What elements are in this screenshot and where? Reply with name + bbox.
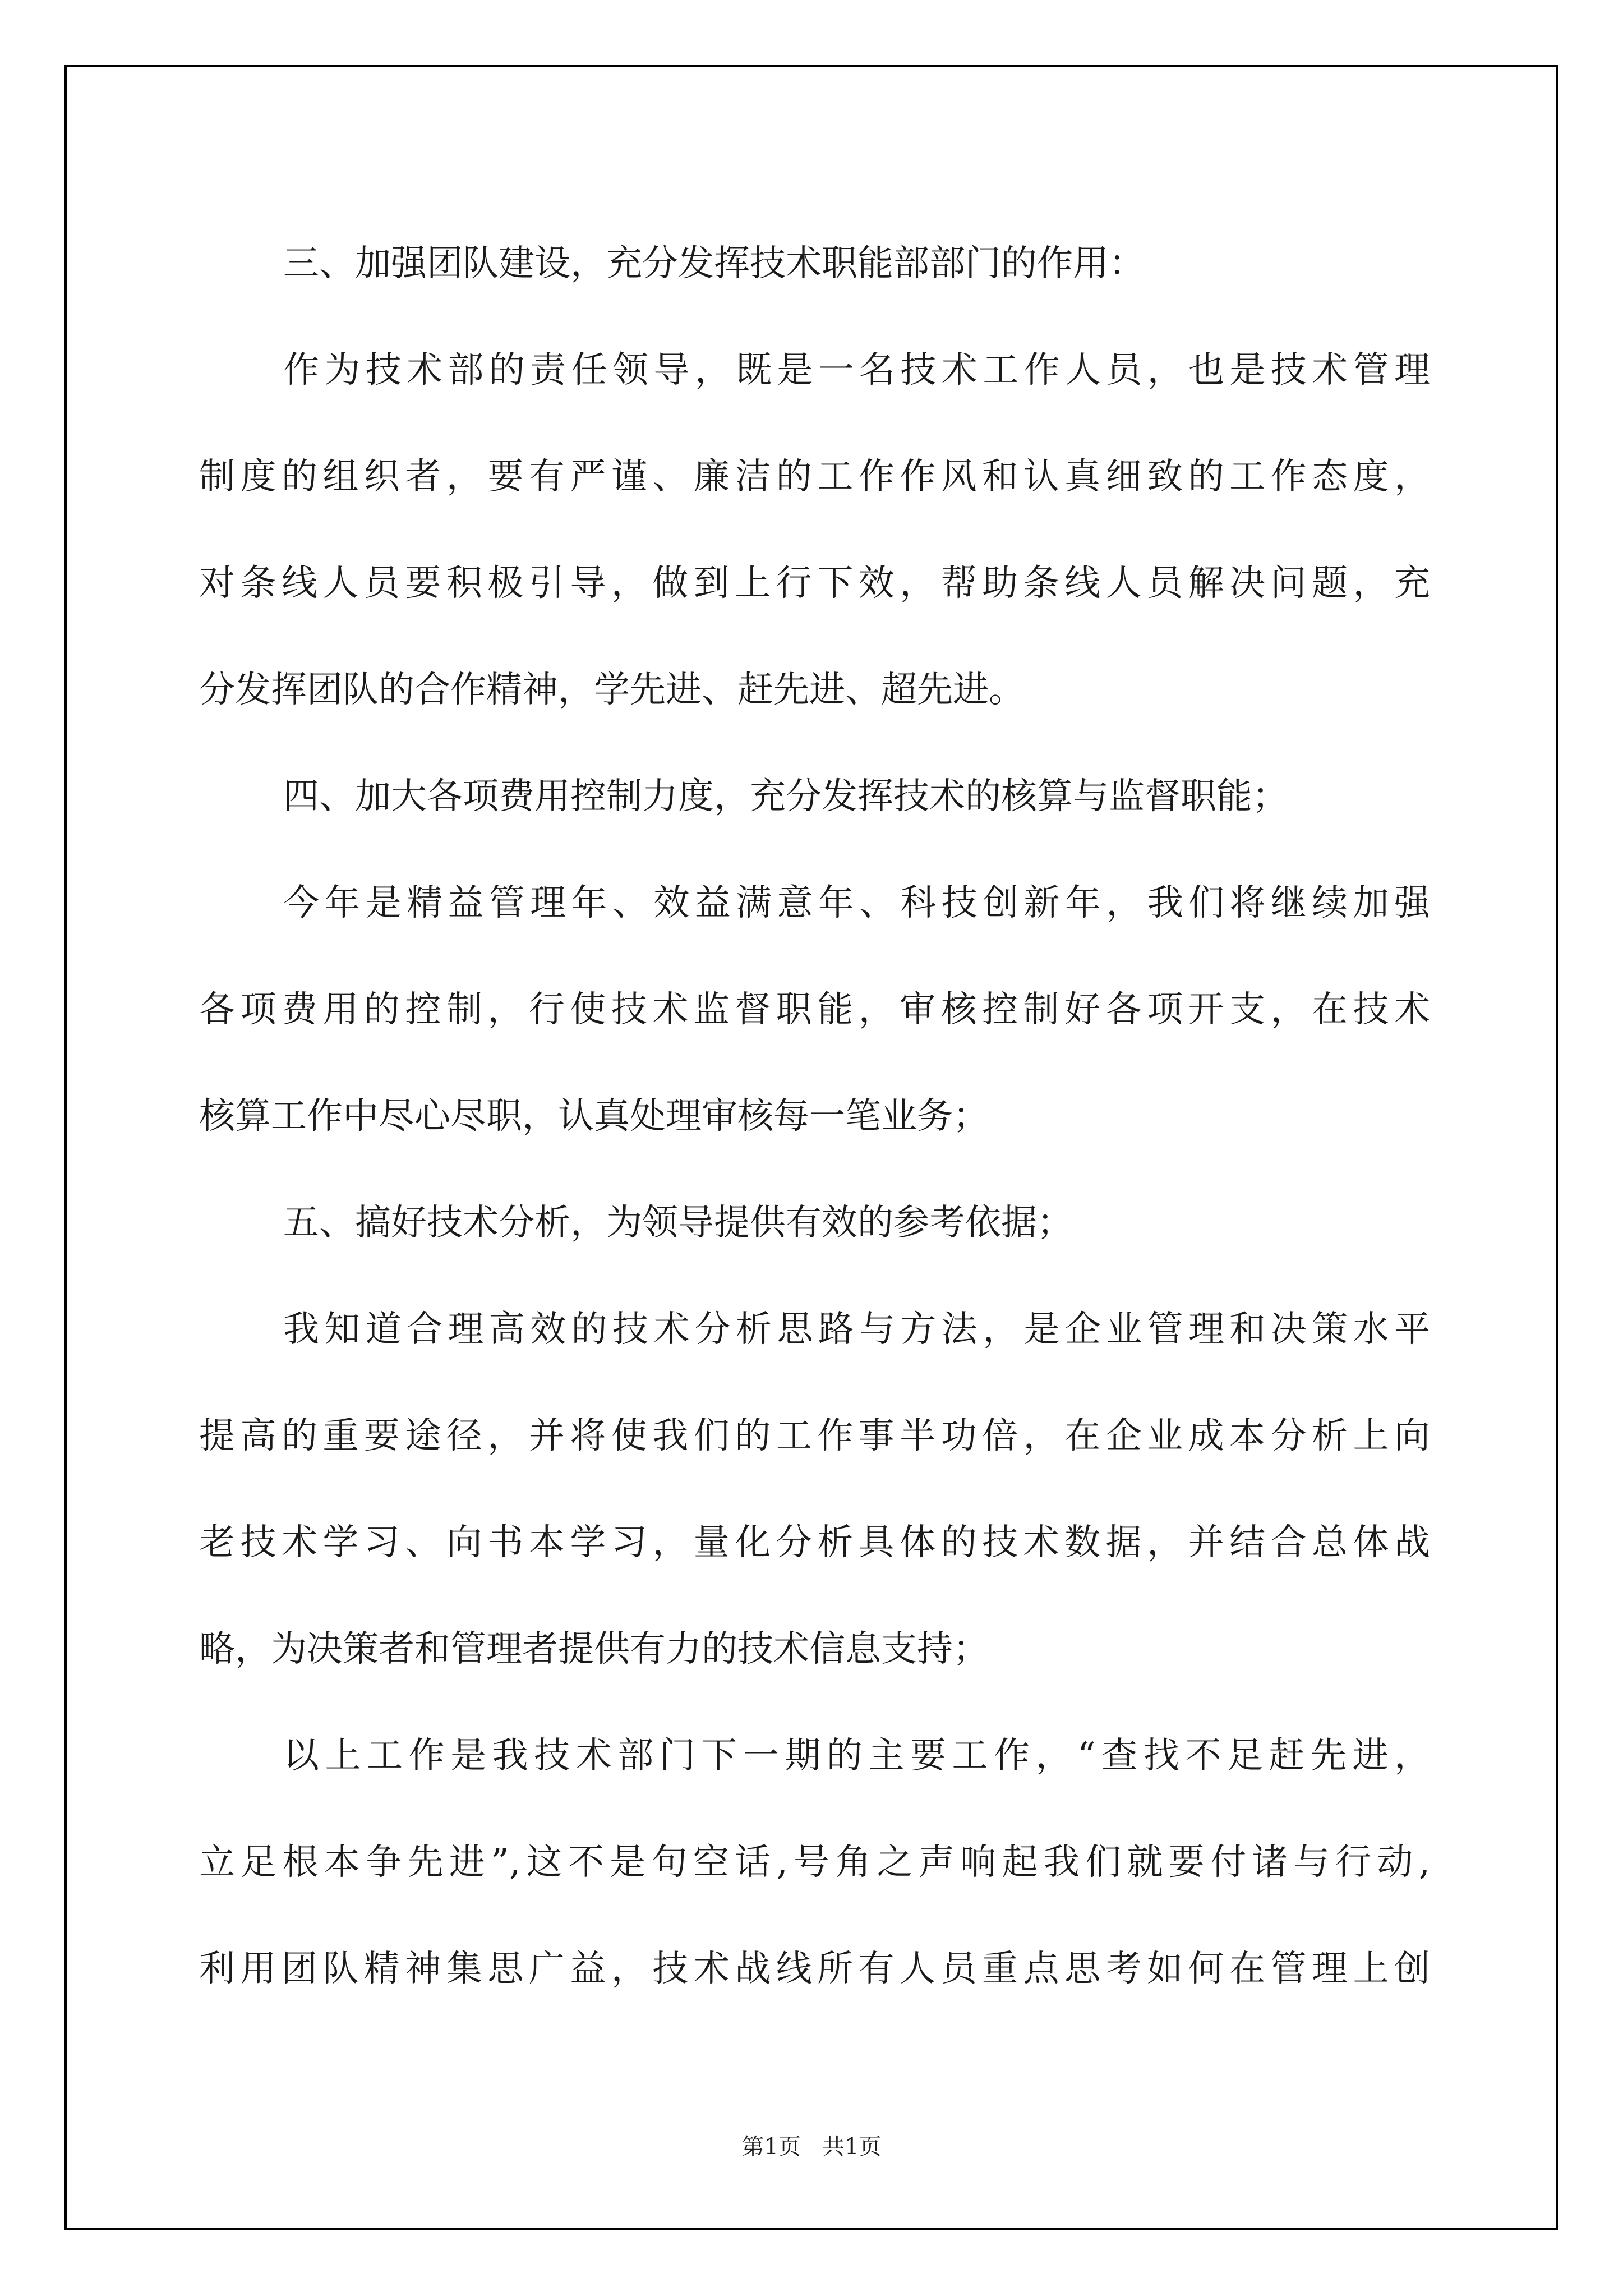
text-line: 对条线人员要积极引导，做到上行下效，帮助条线人员解决问题，充 [199,563,1430,604]
text-line: 今年是精益管理年、效益满意年、科技创新年，我们将继续加强 [283,882,1430,924]
text-line: 五、搞好技术分析，为领导提供有效的参考依据； [283,1202,1073,1244]
text-line: 立足根本争先进”,这不是句空话,号角之声响起我们就要付诸与行动, [199,1842,1430,1883]
text-line: 我知道合理高效的技术分析思路与方法，是企业管理和决策水平 [283,1309,1430,1350]
page-footer: 第1页 共1页 [741,2134,882,2160]
text-line: 各项费用的控制，行使技术监督职能，审核控制好各项开支，在技术 [199,989,1430,1030]
text-line: 略，为决策者和管理者提供有力的技术信息支持； [199,1628,989,1670]
text-line: 利用团队精神集思广益，技术战线所有人员重点思考如何在管理上创 [199,1948,1430,1990]
text-line: 分发挥团队的合作精神，学先进、赶先进、超先进。 [199,669,1025,711]
text-line: 作为技术部的责任领导，既是一名技术工作人员，也是技术管理 [283,349,1430,391]
text-line: 核算工作中尽心尽职，认真处理审核每一笔业务； [199,1096,989,1137]
document-body [199,210,1430,2022]
text-line: 提高的重要途径，并将使我们的工作事半功倍，在企业成本分析上向 [199,1415,1430,1457]
text-line: 制度的组织者，要有严谨、廉洁的工作作风和认真细致的工作态度， [199,456,1430,498]
text-line: 老技术学习、向书本学习，量化分析具体的技术数据，并结合总体战 [199,1522,1430,1563]
text-line: 以上工作是我技术部门下一期的主要工作，“查找不足赶先进， [283,1735,1430,1777]
text-line: 四、加大各项费用控制力度，充分发挥技术的核算与监督职能； [283,776,1288,817]
text-line: 三、加强团队建设，充分发挥技术职能部部门的作用： [283,243,1145,284]
